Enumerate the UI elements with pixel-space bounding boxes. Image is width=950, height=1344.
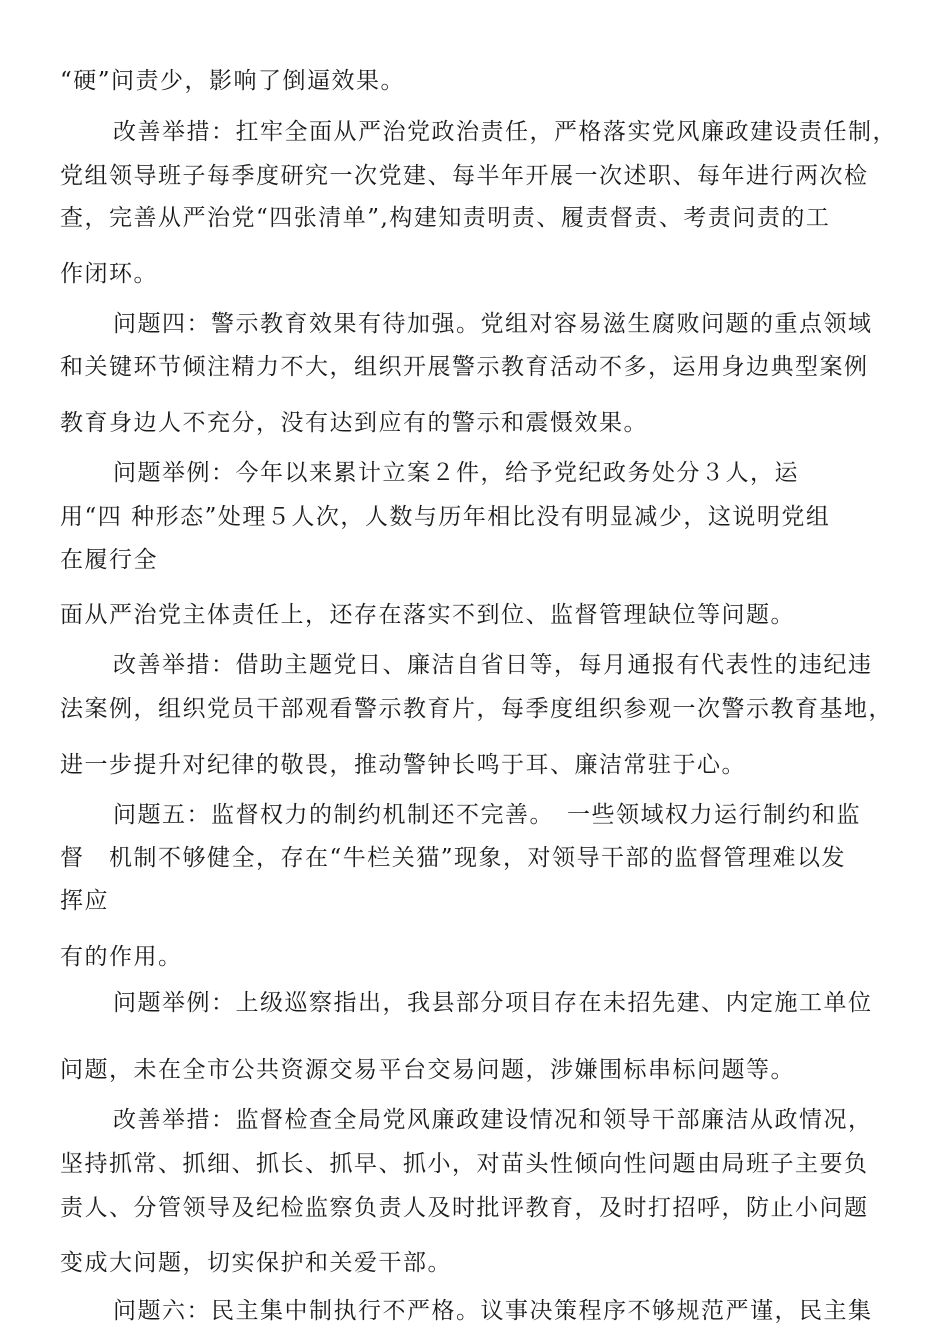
text-line: 问题，未在全市公共资源交易平台交易问题，涉嫌围标串标问题等。 [60, 1057, 795, 1083]
text-line: 挥应 [60, 888, 109, 914]
text-line: 教育身边人不充分，没有达到应有的警示和震慑效果。 [60, 410, 648, 436]
text-line: “硬”问责少，影响了倒逼效果。 [60, 68, 406, 94]
text-line: 问题六：民主集中制执行不严格。议事决策程序不够规范严谨，民主集 [113, 1298, 873, 1324]
text-line: 问题举例：今年以来累计立案２件，给予党纪政务处分３人，运 [113, 460, 799, 486]
text-line: 查，完善从严治党“四张清单”,构建知责明责、履责督责、考责问责的工 [60, 205, 831, 231]
text-line: 在履行全 [60, 547, 158, 573]
text-line: 责人、分管领导及纪检监察负责人及时批评教育，及时打招呼，防止小问题 [60, 1195, 869, 1221]
text-line: 问题举例：上级巡察指出，我县部分项目存在未招先建、内定施工单位 [113, 990, 873, 1016]
text-line: 用“四 种形态”处理５人次，人数与历年相比没有明显减少，这说明党组 [60, 504, 831, 530]
text-line: 法案例，组织党员干部观看警示教育片，每季度组织参观一次警示教育基地， [60, 696, 893, 722]
text-line: 有的作用。 [60, 944, 183, 970]
text-line: 党组领导班子每季度研究一次党建、每半年开展一次述职、每年进行两次检 [60, 163, 869, 189]
text-line: 改善举措：监督检查全局党风廉政建设情况和领导干部廉洁从政情况， [113, 1107, 873, 1133]
text-line: 作闭环。 [60, 261, 158, 287]
text-line: 坚持抓常、抓细、抓长、抓早、抓小，对苗头性倾向性问题由局班子主要负 [60, 1151, 869, 1177]
text-line: 变成大问题，切实保护和关爱干部。 [60, 1250, 452, 1276]
text-line: 进一步提升对纪律的敬畏，推动警钟长鸣于耳、廉洁常驻于心。 [60, 752, 746, 778]
text-line: 问题五：监督权力的制约机制还不完善。 一些领域权力运行制约和监 [113, 802, 861, 828]
text-line: 和关键环节倾注精力不大，组织开展警示教育活动不多，运用身边典型案例 [60, 354, 869, 380]
text-line: 问题四：警示教育效果有待加强。党组对容易滋生腐败问题的重点领域 [113, 311, 873, 337]
text-line: 改善举措：扛牢全面从严治党政治责任，严格落实党风廉政建设责任制， [113, 119, 897, 145]
text-line: 改善举措：借助主题党日、廉洁自省日等，每月通报有代表性的违纪违 [113, 652, 873, 678]
text-line: 面从严治党主体责任上，还存在落实不到位、监督管理缺位等问题。 [60, 602, 795, 628]
text-line: 督 机制不够健全，存在“牛栏关猫”现象，对领导干部的监督管理难以发 [60, 845, 847, 871]
